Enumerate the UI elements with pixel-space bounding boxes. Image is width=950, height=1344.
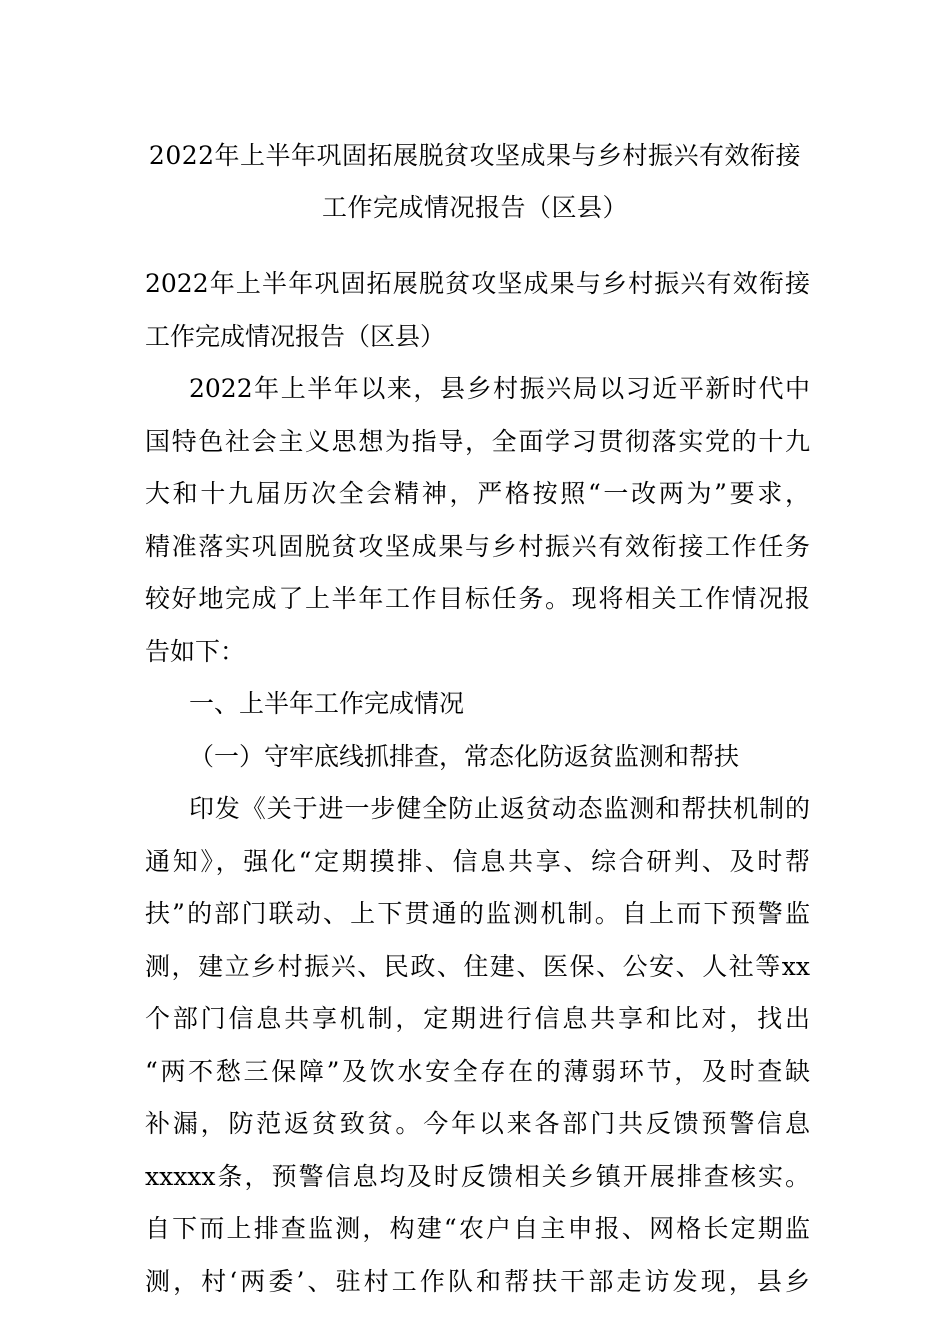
paragraph-line: 自下而上排查监测，构建“农户自主申报、网格长定期监 <box>145 1214 810 1243</box>
section-1-heading: 一、上半年工作完成情况 <box>189 689 465 718</box>
paragraph-line: 印发《关于进一步健全防止返贫动态监测和帮扶机制的 <box>189 794 810 823</box>
document-body <box>145 258 810 1308</box>
intro-line: 较好地完成了上半年工作目标任务。现将相关工作情况报 <box>145 584 810 613</box>
document-title <box>0 130 950 234</box>
intro-paragraph <box>145 363 810 678</box>
paragraph-line: 测，村‘两委’、驻村工作队和帮扶干部走访发现，县乡 <box>145 1266 810 1296</box>
title-line-2: 工作完成情况报告（区县） <box>321 193 628 222</box>
intro-line: 精准落实巩固脱贫攻坚成果与乡村振兴有效衔接工作任务 <box>145 531 810 561</box>
paragraph-line: 测，建立乡村振兴、民政、住建、医保、公安、人社等xx <box>145 951 810 981</box>
subsection-1-heading: （一）守牢底线抓排查，常态化防返贫监测和帮扶 <box>189 741 740 771</box>
intro-line: 告如下： <box>145 636 246 666</box>
intro-line: 2022年上半年以来，县乡村振兴局以习近平新时代中 <box>189 374 810 403</box>
subtitle-line-2: 工作完成情况报告（区县） <box>145 321 446 351</box>
paragraph-line: “两不愁三保障”及饮水安全存在的薄弱环节，及时查缺 <box>145 1056 810 1086</box>
paragraph-1 <box>145 783 810 1308</box>
paragraph-line: 补漏，防范返贫致贫。今年以来各部门共反馈预警信息 <box>145 1109 810 1138</box>
intro-line: 大和十九届历次全会精神，严格按照“一改两为”要求， <box>145 479 810 508</box>
subtitle-line-1: 2022年上半年巩固拓展脱贫攻坚成果与乡村振兴有效衔接 <box>145 269 810 298</box>
paragraph-line: 个部门信息共享机制，定期进行信息共享和比对，找出 <box>145 1004 810 1033</box>
paragraph-line: 通知》，强化“定期摸排、信息共享、综合研判、及时帮 <box>145 846 810 876</box>
paragraph-line: xxxxx条，预警信息均及时反馈相关乡镇开展排查核实。 <box>145 1161 810 1191</box>
title-line-1: 2022年上半年巩固拓展脱贫攻坚成果与乡村振兴有效衔接 <box>148 141 802 170</box>
paragraph-line: 扶”的部门联动、上下贯通的监测机制。自上而下预警监 <box>145 899 810 928</box>
intro-line: 国特色社会主义思想为指导，全面学习贯彻落实党的十九 <box>145 426 810 456</box>
